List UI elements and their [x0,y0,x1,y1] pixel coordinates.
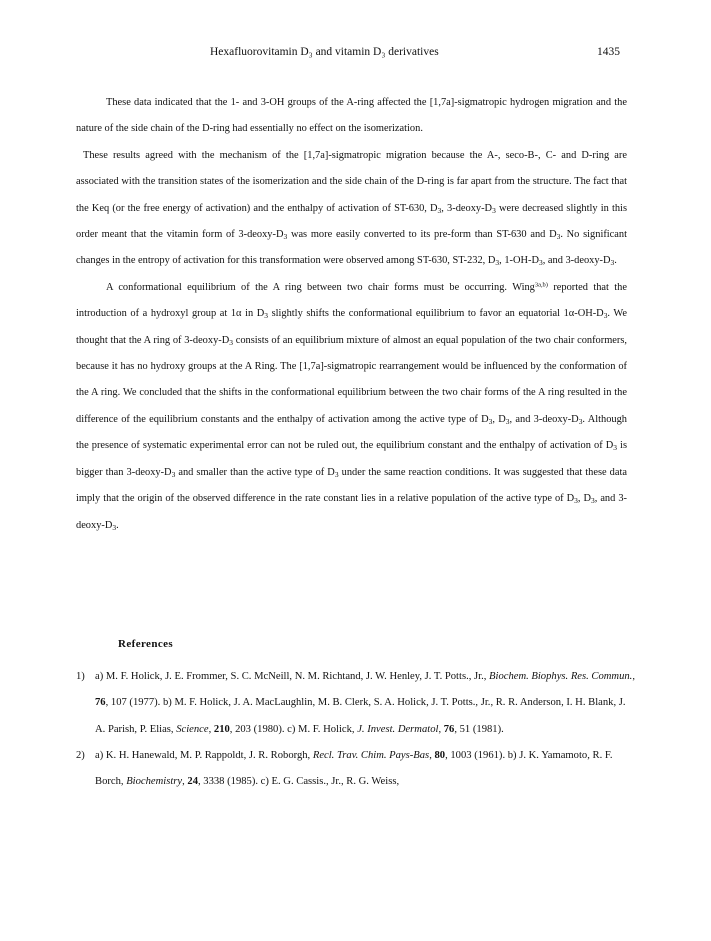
running-title: Hexafluorovitamin D₃ and vitamin D₃ derivatives [210,46,439,58]
paragraph: A conformational equilibrium of the A ring between two chair forms must be occurring. Wing$^{3a,b)}$ reported that the introduction of a hydroxyl group at 1α in $D_3$ slightly shifts the conformational equilibrium to favor an equatorial $1\alpha-OH-D_3$. We thought that the A ring of $3-deoxy-D_3$ consists of an equilibrium mixture of almost an equal population of the two chair conformers, because it has no hydroxy groups at the A Ring. The [1,7a]-sigmatropic rearrangement would be influenced by the conformation of the A ring. We concluded that the shifts in the conformational equilibrium between the two chair forms of the A ring resulted in the difference of the equilibrium constants and the enthalpy of activation among the active type of $D_3$, $D_3$, and $3-deoxy-D_3$. Although the presence of systematic experimental error can not be ruled out, the equilibrium constant and the enthalpy of activation of $D_3$ is bigger than $3-deoxy-D_3$ and smaller than the active type of $D_3$ under the same reaction conditions. It was suggested that these data imply that the origin of the observed difference in the rate constant lies in a relative population of the active type of $D_3$, $D_3$, and $3-deoxy-D_3$. [76,281,628,532]
page-number: 1435 [597,46,620,58]
references-heading: References [118,638,174,650]
reference-text: a) K. H. Hanewald, M. P. Rappoldt, J. R. Roborgh, Recl. Trav. Chim. Pays-Bas, 80, 1003 (1961). b) J. K. Yamamoto, R. F. Borch, Biochemistry, 24, 3338 (1985). c) E. G. Cassis., Jr., R. G. Weiss, [95,749,613,788]
article-body [76,90,627,539]
reference-text: a) M. F. Holick, J. E. Frommer, S. C. McNeill, N. M. Richtand, J. W. Henley, J. T. Potts., Jr., Biochem. Biophys. Res. Commun., 76, 107 (1977). b) M. F. Holick, J. A. MacLaughlin, M. B. Clerk, S. A. Holick, J. T. Potts., Jr., R. R. Anderson, I. H. Blank, J. A. Parish, P. Elias, Science, 210, 203 (1980). c) M. F. Holick, J. Invest. Dermatol, 76, 51 (1981). [95,671,635,735]
reference-item [76,664,636,743]
paragraph: These data indicated that the 1- and 3-OH groups of the A-ring affected the [1,7a]-sigmatropic hydrogen migration and the nature of the side chain of the D-ring had essentially no effect on the isomerization. [76,97,627,135]
reference-number: 1) [76,671,85,682]
references-list [76,664,636,795]
reference-number: 2) [76,749,85,761]
reference-item [76,743,636,796]
paragraph: These results agreed with the mechanism of the [1,7a]-sigmatropic migration because the A-, seco-B-, C- and D-ring are associated with the transition states of the isomerization and the side chain of the D-ring is far apart from the structure. The fact that the Keq (or the free energy of activation) and the enthalpy of activation of ST-630, $D_3$, $3-deoxy-D_3$ were decreased slightly in this order meant that the vitamin form of $3-deoxy-D_3$ was more easily converted to its pre-form than ST-630 and $D_3$. No significant changes in the entropy of activation for this transformation were observed among ST-630, ST-232, $D_3$, $1-OH-D_3$, and $3-deoxy-D_3$. [76,149,627,268]
